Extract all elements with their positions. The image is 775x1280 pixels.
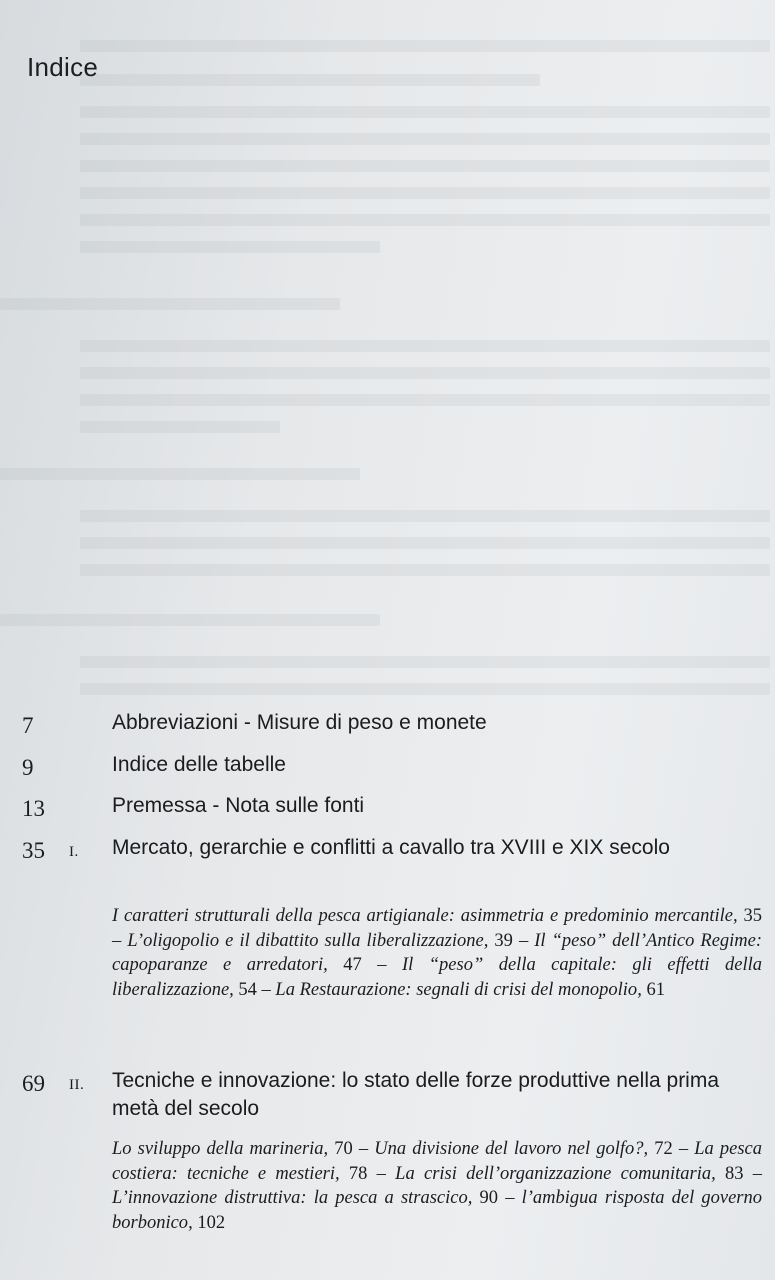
toc-entry-title: Premessa - Nota sulle fonti <box>112 794 365 817</box>
section-page: 72 <box>654 1139 673 1159</box>
toc-page-number: 7 <box>22 713 34 738</box>
section-page: 61 <box>646 979 665 1000</box>
chapter-sections: Lo sviluppo della marineria, 70 – Una divisione del lavoro nel golfo?, 72 – La pesca costiera: tecniche e mestieri, 78 – La crisi dell’organizzazione comunitaria, 83 – L’innovazione distruttiva: la pesca a strascico, 90 – l’ambigua risposta del governo borbonico, 102 <box>112 1139 763 1233</box>
section-page: 70 <box>334 1139 353 1159</box>
chapter-title: Mercato, gerarchie e conflitti a cavallo tra XVIII e XIX secolo <box>112 836 670 859</box>
section-title: I caratteri strutturali della pesca artigianale: asimmetria e predominio mercantile <box>112 906 733 926</box>
section-page: 47 <box>343 955 362 975</box>
section-title: Il “peso” della capitale: gli effetti della liberalizzazione <box>112 955 763 1000</box>
chapter-title: Tecniche e innovazione: lo stato delle forze produttive nella prima metà del secolo <box>112 1069 720 1120</box>
section-title: l’ambigua risposta del governo borbonico <box>112 1188 763 1233</box>
page-title: Indice <box>27 52 99 82</box>
section-title: La pesca costiera: tecniche e mestieri <box>112 1139 763 1184</box>
section-title: Una divisione del lavoro nel golfo? <box>374 1139 644 1159</box>
section-title: Il “peso” dell’Antico Regime: capoparanze e arredatori <box>112 930 763 975</box>
section-page: 83 <box>724 1163 744 1184</box>
toc-entry-title: Indice delle tabelle <box>112 753 286 776</box>
section-title: Lo sviluppo della marineria <box>112 1139 324 1159</box>
chapter-sections: I caratteri strutturali della pesca artigianale: asimmetria e predominio mercantile, 35 – L’oligopolio e il dibattito sulla liberalizzazione, 39 – Il “peso” dell’Antico Regime: capoparanze e arredatori, 47 – Il “peso” della capitale: gli effetti della liberalizzazione, 54 – La Restaurazione: segnali di crisi del monopolio, 61 <box>112 906 763 1000</box>
section-page: 78 <box>348 1163 368 1184</box>
section-title: L’innovazione distruttiva: la pesca a strascico <box>112 1188 468 1208</box>
section-page: 90 <box>479 1188 499 1208</box>
toc-page-number: 35 <box>22 838 45 863</box>
section-page: 102 <box>197 1212 226 1233</box>
section-title: L’oligopolio e il dibattito sulla liberalizzazione <box>127 930 484 951</box>
chapter-number: I. <box>69 844 79 860</box>
toc-page-number: 69 <box>22 1071 45 1096</box>
section-page: 39 <box>494 930 513 951</box>
toc-page-number: 13 <box>22 796 45 821</box>
chapter-number: II. <box>69 1077 85 1093</box>
section-title: La crisi dell’organizzazione comunitaria <box>395 1163 712 1184</box>
section-page: 35 <box>743 906 763 926</box>
toc-entry-title: Abbreviazioni - Misure di peso e monete <box>112 711 487 734</box>
toc-page-number: 9 <box>22 755 34 780</box>
section-page: 54 <box>238 979 257 1000</box>
section-title: La Restaurazione: segnali di crisi del monopolio <box>275 979 638 1000</box>
